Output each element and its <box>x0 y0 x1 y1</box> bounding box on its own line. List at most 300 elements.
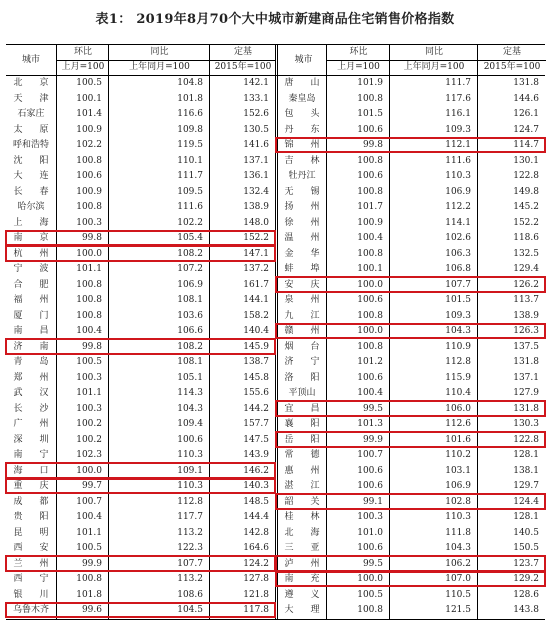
index-mom-left: 100.0 <box>56 464 108 480</box>
index-mom-right: 100.6 <box>326 479 389 495</box>
index-yoy-right: 106.9 <box>389 479 477 495</box>
index-mom-right: 100.4 <box>326 231 389 247</box>
table-row <box>6 231 545 247</box>
city-name-city-left: 成 都 <box>13 496 53 507</box>
index-yoy-right: 110.4 <box>389 386 477 402</box>
index-mom-left: 100.3 <box>56 402 108 418</box>
index-base-left: 138.7 <box>209 355 275 371</box>
index-yoy-right: 109.3 <box>389 123 477 139</box>
index-base-left: 148.0 <box>209 216 275 232</box>
index-base-right: 150.5 <box>477 541 545 557</box>
index-mom-left: 100.1 <box>56 92 108 108</box>
index-base-left: 152.2 <box>209 231 275 247</box>
table-header <box>6 45 545 76</box>
index-yoy-right: 112.8 <box>389 355 477 371</box>
index-base-left: 144.2 <box>209 402 275 418</box>
city-name-city-right: 赣 州 <box>275 324 326 340</box>
index-mom-left: 101.1 <box>56 262 108 278</box>
index-base-left: 140.3 <box>209 479 275 495</box>
index-mom-right: 100.6 <box>326 169 389 185</box>
index-yoy-left: 112.8 <box>108 495 209 511</box>
index-mom-left: 100.5 <box>56 541 108 557</box>
index-base-left: 147.1 <box>209 247 275 263</box>
city-name-city-left: 武 汉 <box>13 388 53 398</box>
index-mom-left: 100.8 <box>56 309 108 325</box>
index-base-left: 142.8 <box>209 526 275 542</box>
index-yoy-right: 109.3 <box>389 309 477 325</box>
index-yoy-left: 110.3 <box>108 479 209 495</box>
table-row <box>6 526 545 542</box>
city-name-city-left: 石家庄 <box>17 109 45 119</box>
city-name-city-right: 包 头 <box>275 107 326 123</box>
index-base-right: 130.3 <box>477 417 545 433</box>
city-name-city-left: 北 京 <box>13 78 53 88</box>
index-yoy-left: 111.6 <box>108 200 209 216</box>
index-mom-left: 101.1 <box>56 386 108 402</box>
index-yoy-right: 101.5 <box>389 293 477 309</box>
index-mom-right: 99.9 <box>326 433 389 449</box>
index-yoy-left: 114.3 <box>108 386 209 402</box>
index-yoy-right: 107.0 <box>389 572 477 588</box>
city-name-city-left: 大 连 <box>13 171 53 181</box>
index-yoy-right: 111.6 <box>389 154 477 170</box>
header-yoy-right: 同比 上年同月=100 <box>389 45 478 75</box>
city-name-city-right: 北 海 <box>275 526 326 542</box>
index-yoy-right: 115.9 <box>389 371 477 387</box>
index-base-left: 137.1 <box>209 154 275 170</box>
city-name-city-left: 西 安 <box>13 543 53 553</box>
index-base-left: 132.4 <box>209 185 275 201</box>
index-base-right: 130.1 <box>477 154 545 170</box>
index-mom-left: 100.8 <box>56 154 108 170</box>
index-mom-left: 100.5 <box>56 76 108 92</box>
index-yoy-left: 107.7 <box>108 557 209 573</box>
index-base-right: 113.7 <box>477 293 545 309</box>
index-base-right: 114.7 <box>477 138 545 154</box>
table-row <box>6 371 545 387</box>
city-name-city-right: 桂 林 <box>275 510 326 526</box>
header-city-left: 城市 <box>21 55 40 65</box>
index-yoy-left: 102.2 <box>108 216 209 232</box>
city-name-city-left: 宁 波 <box>13 264 53 274</box>
city-name-city-right: 济 宁 <box>275 355 326 371</box>
index-yoy-right: 110.3 <box>389 169 477 185</box>
index-mom-left: 100.9 <box>56 185 108 201</box>
index-base-right: 127.9 <box>477 386 545 402</box>
table-row <box>6 603 545 619</box>
city-name-city-right: 韶 关 <box>275 495 326 511</box>
index-mom-right: 101.9 <box>326 76 389 92</box>
index-yoy-left: 113.2 <box>108 572 209 588</box>
index-base-left: 164.6 <box>209 541 275 557</box>
index-yoy-right: 110.3 <box>389 510 477 526</box>
table-row <box>6 107 545 123</box>
city-name-city-left: 南 宁 <box>13 450 53 460</box>
table-row <box>6 76 545 92</box>
index-yoy-left: 108.1 <box>108 355 209 371</box>
index-base-left: 142.1 <box>209 76 275 92</box>
city-name-city-right: 湛 江 <box>275 479 326 495</box>
index-yoy-right: 111.7 <box>389 76 477 92</box>
index-base-right: 118.6 <box>477 231 545 247</box>
index-mom-right: 100.3 <box>326 510 389 526</box>
index-yoy-right: 101.6 <box>389 433 477 449</box>
index-mom-right: 99.5 <box>326 402 389 418</box>
table-body <box>6 76 545 619</box>
city-name-city-right: 徐 州 <box>275 216 326 232</box>
index-mom-right: 100.6 <box>326 371 389 387</box>
index-yoy-right: 107.7 <box>389 278 477 294</box>
table-row <box>6 92 545 108</box>
city-name-city-right: 南 充 <box>275 572 326 588</box>
index-mom-right: 100.5 <box>326 588 389 604</box>
city-name-city-right: 唐 山 <box>275 76 326 92</box>
table-row <box>6 262 545 278</box>
index-yoy-right: 106.3 <box>389 247 477 263</box>
city-name-city-right: 三 亚 <box>275 541 326 557</box>
index-mom-right: 100.4 <box>326 386 389 402</box>
table-row <box>6 309 545 325</box>
city-name-city-right: 秦皇岛 <box>275 92 326 108</box>
city-name-city-right: 泉 州 <box>275 293 326 309</box>
table-row <box>6 138 545 154</box>
index-mom-right: 99.8 <box>326 138 389 154</box>
index-yoy-left: 104.8 <box>108 76 209 92</box>
city-name-city-left: 郑 州 <box>13 372 53 383</box>
index-yoy-right: 117.6 <box>389 92 477 108</box>
table-row <box>6 185 545 201</box>
table-row <box>6 200 545 216</box>
city-name-city-left: 上 海 <box>13 217 53 228</box>
index-yoy-right: 102.6 <box>389 231 477 247</box>
header-base-left: 定基 2015年=100 <box>209 45 276 75</box>
city-name-city-left: 乌鲁木齐 <box>12 605 49 615</box>
city-name-city-left: 长 春 <box>13 186 53 197</box>
index-base-right: 137.5 <box>477 340 545 356</box>
index-mom-right: 100.9 <box>326 216 389 232</box>
table-row <box>6 588 545 604</box>
index-yoy-left: 109.8 <box>108 123 209 139</box>
index-base-right: 144.6 <box>477 92 545 108</box>
index-yoy-left: 122.3 <box>108 541 209 557</box>
index-base-right: 129.7 <box>477 479 545 495</box>
city-name-city-left: 南 昌 <box>13 326 53 336</box>
table-row <box>6 572 545 588</box>
city-name-city-left: 青 岛 <box>13 357 53 367</box>
city-name-city-left: 西 宁 <box>13 574 53 584</box>
table-row <box>6 433 545 449</box>
index-base-right: 131.8 <box>477 402 545 418</box>
index-yoy-right: 110.2 <box>389 448 477 464</box>
index-mom-left: 100.8 <box>56 572 108 588</box>
index-yoy-right: 116.1 <box>389 107 477 123</box>
city-name-city-right: 安 庆 <box>275 278 326 294</box>
city-name-city-left: 昆 明 <box>13 527 53 538</box>
index-mom-right: 100.8 <box>326 247 389 263</box>
index-mom-left: 101.1 <box>56 526 108 542</box>
index-base-left: 144.1 <box>209 293 275 309</box>
index-mom-right: 100.6 <box>326 541 389 557</box>
index-mom-left: 100.8 <box>56 200 108 216</box>
index-mom-left: 100.0 <box>56 247 108 263</box>
index-yoy-left: 105.4 <box>108 231 209 247</box>
city-name-city-right: 牡丹江 <box>275 169 326 185</box>
index-base-left: 144.4 <box>209 510 275 526</box>
index-mom-right: 100.0 <box>326 572 389 588</box>
city-name-city-right: 泸 州 <box>275 557 326 573</box>
index-mom-left: 100.3 <box>56 371 108 387</box>
index-base-right: 126.1 <box>477 107 545 123</box>
header-yoy-left: 同比 上年同月=100 <box>108 45 210 75</box>
index-mom-left: 99.8 <box>56 340 108 356</box>
index-mom-left: 100.2 <box>56 417 108 433</box>
city-name-city-left: 福 州 <box>13 295 53 305</box>
index-base-right: 131.8 <box>477 355 545 371</box>
city-name-city-right: 九 江 <box>275 309 326 325</box>
index-base-right: 122.8 <box>477 169 545 185</box>
index-base-left: 127.8 <box>209 572 275 588</box>
city-name-city-left: 长 沙 <box>13 403 53 414</box>
city-name-city-left: 银 川 <box>13 589 53 600</box>
index-base-left: 152.6 <box>209 107 275 123</box>
index-base-right: 138.9 <box>477 309 545 325</box>
index-yoy-left: 109.1 <box>108 464 209 480</box>
index-mom-left: 102.2 <box>56 138 108 154</box>
index-base-right: 126.3 <box>477 324 545 340</box>
index-base-right: 131.8 <box>477 76 545 92</box>
index-base-right: 128.1 <box>477 510 545 526</box>
index-mom-right: 101.0 <box>326 526 389 542</box>
city-name-city-right: 锦 州 <box>275 138 326 154</box>
index-mom-right: 100.0 <box>326 324 389 340</box>
index-yoy-left: 113.2 <box>108 526 209 542</box>
table-row <box>6 386 545 402</box>
index-yoy-right: 114.1 <box>389 216 477 232</box>
index-base-left: 145.9 <box>209 340 275 356</box>
index-yoy-left: 105.1 <box>108 371 209 387</box>
index-mom-right: 101.5 <box>326 107 389 123</box>
table-row <box>6 123 545 139</box>
index-mom-left: 99.6 <box>56 603 108 619</box>
index-base-right: 122.8 <box>477 433 545 449</box>
city-name-city-left: 深 圳 <box>13 434 53 445</box>
index-yoy-left: 104.3 <box>108 402 209 418</box>
city-name-city-right: 洛 阳 <box>275 371 326 387</box>
index-mom-left: 100.8 <box>56 278 108 294</box>
index-yoy-right: 106.9 <box>389 185 477 201</box>
index-mom-left: 100.8 <box>56 293 108 309</box>
index-base-left: 148.5 <box>209 495 275 511</box>
city-name-city-right: 平顶山 <box>275 386 326 402</box>
city-name-city-left: 贵 阳 <box>13 512 53 522</box>
index-yoy-left: 116.6 <box>108 107 209 123</box>
city-name-city-right: 吉 林 <box>275 154 326 170</box>
header-base-right: 定基 2015年=100 <box>477 45 546 75</box>
index-base-left: 143.9 <box>209 448 275 464</box>
index-mom-right: 100.8 <box>326 92 389 108</box>
index-base-right: 128.1 <box>477 448 545 464</box>
city-name-city-right: 宜 昌 <box>275 402 326 418</box>
city-name-city-left: 重 庆 <box>13 481 53 491</box>
city-name-city-right: 烟 台 <box>275 340 326 356</box>
index-yoy-right: 112.2 <box>389 200 477 216</box>
city-name-city-right: 遵 义 <box>275 588 326 604</box>
index-base-right: 126.2 <box>477 278 545 294</box>
city-name-city-left: 太 原 <box>13 124 53 135</box>
table-row <box>6 510 545 526</box>
index-yoy-left: 110.1 <box>108 154 209 170</box>
index-yoy-left: 101.8 <box>108 92 209 108</box>
index-base-right: 129.4 <box>477 262 545 278</box>
index-mom-left: 101.8 <box>56 588 108 604</box>
table-row <box>6 495 545 511</box>
city-name-city-right: 金 华 <box>275 247 326 263</box>
index-base-right: 137.1 <box>477 371 545 387</box>
table-row <box>6 216 545 232</box>
index-base-right: 123.7 <box>477 557 545 573</box>
city-name-city-left: 厦 门 <box>13 310 53 321</box>
index-base-right: 138.1 <box>477 464 545 480</box>
index-yoy-left: 111.7 <box>108 169 209 185</box>
table-row <box>6 169 545 185</box>
index-yoy-left: 108.1 <box>108 293 209 309</box>
table-row <box>6 541 545 557</box>
index-mom-right: 100.7 <box>326 448 389 464</box>
index-mom-left: 100.2 <box>56 433 108 449</box>
city-name-city-left: 广 州 <box>13 419 53 429</box>
city-name-city-left: 沈 阳 <box>13 155 53 166</box>
index-base-right: 124.4 <box>477 495 545 511</box>
index-yoy-left: 100.6 <box>108 433 209 449</box>
index-mom-left: 102.3 <box>56 448 108 464</box>
index-yoy-left: 106.9 <box>108 278 209 294</box>
index-mom-left: 99.8 <box>56 231 108 247</box>
index-base-left: 146.2 <box>209 464 275 480</box>
city-name-city-right: 岳 阳 <box>275 433 326 449</box>
index-mom-left: 100.3 <box>56 216 108 232</box>
index-mom-left: 101.4 <box>56 107 108 123</box>
index-mom-right: 101.3 <box>326 417 389 433</box>
index-mom-right: 100.6 <box>326 464 389 480</box>
index-yoy-right: 111.8 <box>389 526 477 542</box>
index-mom-right: 100.8 <box>326 309 389 325</box>
city-name-city-left: 合 肥 <box>13 279 53 290</box>
city-name-city-right: 襄 阳 <box>275 417 326 433</box>
city-name-city-right: 常 德 <box>275 448 326 464</box>
index-base-left: 138.9 <box>209 200 275 216</box>
index-yoy-left: 103.6 <box>108 309 209 325</box>
index-yoy-right: 110.5 <box>389 588 477 604</box>
index-mom-left: 100.9 <box>56 123 108 139</box>
index-mom-left: 100.7 <box>56 495 108 511</box>
index-yoy-left: 104.5 <box>108 603 209 619</box>
index-yoy-left: 106.6 <box>108 324 209 340</box>
table-row <box>6 417 545 433</box>
index-base-right: 140.5 <box>477 526 545 542</box>
index-mom-right: 100.8 <box>326 340 389 356</box>
index-mom-right: 100.8 <box>326 603 389 619</box>
city-name-city-left: 济 南 <box>13 341 53 352</box>
index-yoy-left: 119.5 <box>108 138 209 154</box>
index-yoy-left: 108.2 <box>108 247 209 263</box>
city-name-city-right: 扬 州 <box>275 200 326 216</box>
header-mom-right: 环比 上月=100 <box>326 45 390 75</box>
index-yoy-right: 104.3 <box>389 541 477 557</box>
city-name-city-right: 大 理 <box>275 603 326 619</box>
index-mom-left: 99.9 <box>56 557 108 573</box>
index-base-right: 143.8 <box>477 603 545 619</box>
index-yoy-right: 106.8 <box>389 262 477 278</box>
index-base-left: 133.1 <box>209 92 275 108</box>
table-row <box>6 557 545 573</box>
index-base-left: 130.5 <box>209 123 275 139</box>
index-mom-right: 101.2 <box>326 355 389 371</box>
header-mom-left: 环比 上月=100 <box>56 45 109 75</box>
city-name-city-right: 无 锡 <box>275 185 326 201</box>
index-yoy-left: 107.2 <box>108 262 209 278</box>
index-yoy-right: 106.2 <box>389 557 477 573</box>
index-mom-right: 101.7 <box>326 200 389 216</box>
city-name-city-left: 南 京 <box>13 233 53 243</box>
index-base-left: 124.2 <box>209 557 275 573</box>
index-base-left: 155.6 <box>209 386 275 402</box>
index-base-right: 128.6 <box>477 588 545 604</box>
header-city-right: 城市 <box>275 45 329 75</box>
table-row <box>6 464 545 480</box>
index-mom-left: 100.5 <box>56 355 108 371</box>
index-yoy-right: 102.8 <box>389 495 477 511</box>
index-mom-left: 100.6 <box>56 169 108 185</box>
table-row <box>6 324 545 340</box>
city-name-city-left: 海 口 <box>13 465 53 476</box>
index-mom-right: 100.8 <box>326 154 389 170</box>
index-base-left: 158.2 <box>209 309 275 325</box>
index-base-left: 157.7 <box>209 417 275 433</box>
table-row <box>6 278 545 294</box>
table-row <box>6 154 545 170</box>
index-mom-right: 100.1 <box>326 262 389 278</box>
table-row <box>6 340 545 356</box>
index-mom-right: 100.8 <box>326 185 389 201</box>
index-base-left: 161.7 <box>209 278 275 294</box>
index-base-right: 149.8 <box>477 185 545 201</box>
index-yoy-right: 103.1 <box>389 464 477 480</box>
city-name-city-right: 温 州 <box>275 231 326 247</box>
city-name-city-left: 哈尔滨 <box>17 202 45 212</box>
index-base-left: 141.6 <box>209 138 275 154</box>
index-mom-right: 100.6 <box>326 123 389 139</box>
index-mom-left: 100.4 <box>56 324 108 340</box>
table-row <box>6 355 545 371</box>
index-mom-right: 100.6 <box>326 293 389 309</box>
city-name-city-left: 兰 州 <box>13 558 53 569</box>
index-mom-left: 100.4 <box>56 510 108 526</box>
table-row <box>6 247 545 263</box>
index-yoy-right: 104.3 <box>389 324 477 340</box>
index-yoy-left: 108.6 <box>108 588 209 604</box>
index-base-right: 132.5 <box>477 247 545 263</box>
table-row <box>6 479 545 495</box>
city-name-city-left: 杭 州 <box>13 248 53 259</box>
index-base-left: 136.1 <box>209 169 275 185</box>
table-title: 表1： 2019年8月70个大中城市新建商品住宅销售价格指数 <box>95 12 455 27</box>
index-mom-right: 100.0 <box>326 278 389 294</box>
index-base-right: 124.7 <box>477 123 545 139</box>
index-yoy-right: 106.0 <box>389 402 477 418</box>
index-yoy-right: 121.5 <box>389 603 477 619</box>
index-mom-left: 99.7 <box>56 479 108 495</box>
index-yoy-left: 117.7 <box>108 510 209 526</box>
